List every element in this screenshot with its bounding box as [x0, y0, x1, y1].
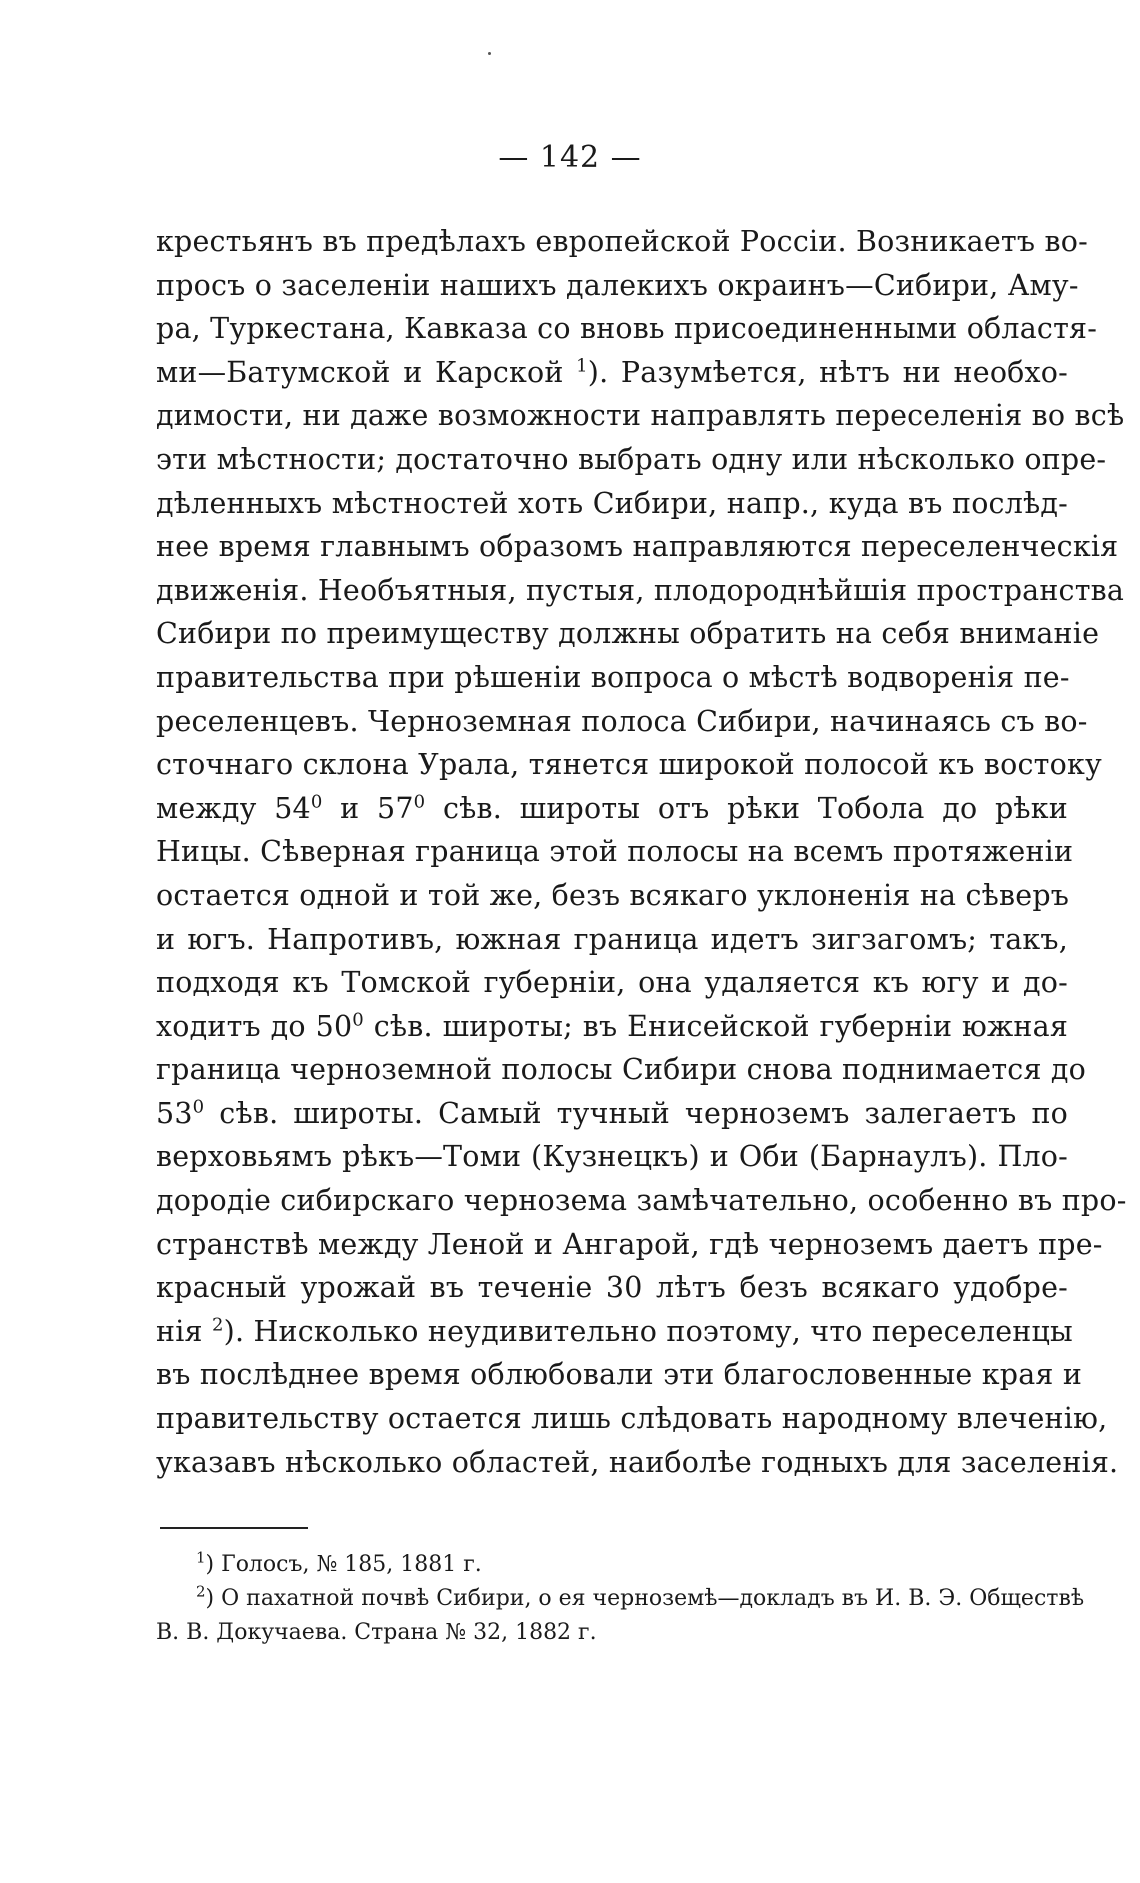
text-line: нее время главнымъ образомъ направляются переселенческія: [156, 530, 1119, 564]
text-line: дородіе сибирскаго чернозема замѣчательно, особенно въ про-: [156, 1184, 1127, 1218]
text-line: правительству остается лишь слѣдовать народному влеченію,: [156, 1402, 1108, 1436]
degree-mark: 0: [310, 791, 323, 813]
text-line: ра, Туркестана, Кавказа со вновь присоединенными областя-: [156, 312, 1098, 346]
footnote-text: ) О пахатной почвѣ Сибири, о ея черноземѣ—докладъ въ И. В. Э. Обществѣ: [205, 1586, 1085, 1611]
text-line-start: 53: [156, 1096, 193, 1130]
page-number: — 142 —: [498, 140, 642, 175]
text-line-end: сѣв. широты; въ Енисейской губерніи южная: [363, 1009, 1069, 1043]
footnotes: [156, 1548, 1085, 1650]
text-line: странствѣ между Леной и Ангарой, гдѣ черноземъ даетъ пре-: [156, 1227, 1103, 1261]
text-line: [156, 1092, 1068, 1136]
text-line: крестьянъ въ предѣлахъ европейской Россіи. Возникаетъ во-: [156, 225, 1088, 258]
text-line-start: между 54: [156, 791, 311, 825]
text-line: [156, 787, 1068, 831]
text-line-end: ). Нисколько неудивительно поэтому, что переселенцы: [223, 1314, 1073, 1348]
text-line: [156, 1005, 1068, 1049]
degree-mark: 0: [352, 1009, 364, 1031]
text-line: остается одной и той же, безъ всякаго уклоненія на сѣверъ: [156, 878, 1070, 912]
footnote-marker: 2: [196, 1582, 206, 1601]
footnote-text: ) Голосъ, № 185, 1881 г.: [205, 1552, 482, 1577]
text-line-start: ми—Батумской и Карской: [156, 355, 564, 389]
text-line: дѣленныхъ мѣстностей хоть Сибири, напр., куда въ послѣд-: [156, 486, 1068, 520]
text-line: красный урожай въ теченіе 30 лѣтъ безъ всякаго удобре-: [156, 1271, 1068, 1305]
text-line-end: сѣв. широты. Самый тучный черноземъ залегаетъ по: [204, 1096, 1068, 1130]
text-line: граница черноземной полосы Сибири снова поднимается до: [156, 1053, 1087, 1087]
text-line: просъ о заселеніи нашихъ далекихъ окраинъ—Сибири, Аму-: [156, 268, 1079, 302]
text-line: движенія. Необъятныя, пустыя, плодороднѣйшія пространства: [156, 573, 1125, 607]
text-line: Сибири по преимуществу должны обратить на себя вниманіе: [156, 617, 1100, 651]
text-line-mid: и 57: [322, 791, 414, 825]
text-line-start: нія: [156, 1314, 203, 1348]
text-line: Ницы. Сѣверная граница этой полосы на всемъ протяженіи: [156, 835, 1074, 869]
body-text: [156, 220, 1127, 1484]
text-line: [156, 351, 1068, 395]
ink-speck: [488, 52, 491, 55]
text-line: верховьямъ рѣкъ—Томи (Кузнецкъ) и Оби (Барнаулъ). Пло-: [156, 1140, 1068, 1174]
text-line: эти мѣстности; достаточно выбрать одну или нѣсколько опре-: [156, 442, 1107, 476]
text-line-end: сѣв. широты отъ рѣки Тобола до рѣки: [425, 791, 1068, 825]
text-line: указавъ нѣсколько областей, наиболѣе годныхъ для заселенія.: [156, 1445, 1119, 1479]
degree-mark: 0: [192, 1096, 205, 1118]
text-line: сточнаго склона Урала, тянется широкой полосой къ востоку: [156, 748, 1102, 782]
footnote-marker: 1: [196, 1548, 206, 1567]
text-line: въ послѣднее время облюбовали эти благословенные края и: [156, 1358, 1083, 1392]
footnote-ref-1: 1: [576, 355, 588, 377]
footnote-1: [156, 1548, 1068, 1582]
text-line-start: ходитъ до 50: [156, 1009, 353, 1043]
text-line: правительства при рѣшеніи вопроса о мѣстѣ водворенія пе-: [156, 660, 1070, 694]
footnote-divider: [160, 1527, 308, 1529]
footnote-2-continuation: В. В. Докучаева. Страна № 32, 1882 г.: [156, 1620, 597, 1645]
text-line: подходя къ Томской губерніи, она удаляется къ югу и до-: [156, 966, 1068, 1000]
text-line-end: ). Разумѣется, нѣтъ ни необхо-: [587, 355, 1068, 389]
text-line: димости, ни даже возможности направлять переселенія во всѣ: [156, 399, 1125, 433]
text-line: [156, 1310, 1073, 1354]
text-line: и югъ. Напротивъ, южная граница идетъ зигзагомъ; такъ,: [156, 922, 1068, 956]
text-line: реселенцевъ. Черноземная полоса Сибири, начинаясь съ во-: [156, 704, 1088, 738]
degree-mark: 0: [413, 791, 426, 813]
footnote-ref-2: 2: [211, 1314, 224, 1336]
footnote-2: [156, 1582, 1085, 1616]
